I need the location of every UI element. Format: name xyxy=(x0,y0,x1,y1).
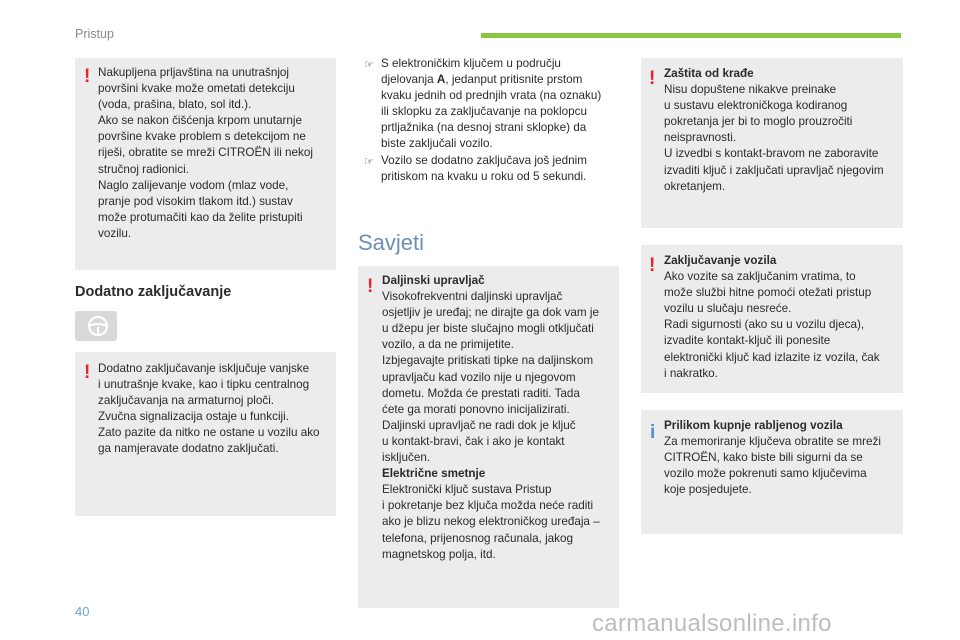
tips-title: Savjeti xyxy=(358,230,425,255)
warning-text-dirt: Nakupljena prljavština na unutrašnjoj površini kvake može ometati detekciju (voda, prašina, blato, sol itd.). Ako se nakon čišćenja krpom unutarnje površine kvake problem s detekcijom ne riješi, obratite se mreži CITROËN ili nekoj stručnoj radionici. Naglo zalijevanje vodom (mlaz vode, pranje pod visokim tlakom itd.) sustav može protumačiti kao da želite pristupiti vozilu. xyxy=(98,66,313,240)
section-label: Pristup xyxy=(75,27,114,41)
info-icon: i xyxy=(650,422,656,443)
warning-text-extra-locking: Dodatno zaključavanje isključuje vanjske i unutrašnje kvake, kao i tipku centralnog zaključavanja na armaturnoj ploči. Zvučna signalizacija ostaje u funkciji. Zato pazite da nitko ne ostane u vozilu ako ga namjeravate dodatno zaključati. xyxy=(98,362,320,456)
header-accent-bar xyxy=(481,33,901,38)
warning-text-locked-driving: Zaključavanje vozila Ako vozite sa zaključanim vratima, to može službi hitne pomoći otežati pristup vozilu u slučaju nesreće. Radi sigurnosti (ako su u vozilu djeca), izvadite kontakt-ključ ili ponesite elektronički ključ kad izlazite iz vozila, čak i nakratko. xyxy=(664,254,880,380)
warning-icon: ! xyxy=(367,276,374,297)
warning-icon: ! xyxy=(84,66,91,87)
tips-text-remote: Daljinski upravljač Visokofrekventni daljinski upravljač osjetljiv je uređaj; ne dirajte ga dok vam je u džepu jer biste slučajno mogli otključati vozilo, a da ne primijetite. Izbjegavajte pritiskati tipke na daljinskom upravljaču kad vozilo nije u njegovom dometu. Možda će prestati raditi. Tada ćete ga morati ponovno inicijalizirati. Daljinski upravljač ne radi dok je ključ u kontakt-bravi, čak i ako je kontakt isključen. Električne smetnje Elektronički ključ sustava Pristup i pokretanje bez ključa možda neće raditi ako je blizu nekog elektroničkog uređaja – telefona, prijenosnog računala, jakog magnetskog polja, itd. xyxy=(382,274,600,561)
warning-icon: ! xyxy=(649,68,656,89)
watermark: carmanualsonline.info xyxy=(592,610,832,637)
warning-icon: ! xyxy=(649,255,656,276)
bullet-icon: ☞ xyxy=(364,59,374,71)
warning-icon: ! xyxy=(84,362,91,383)
info-text-used-vehicle: Prilikom kupnje rabljenog vozila Za memoriranje ključeva obratite se mreži CITROËN, kako biste bili sigurni da se vozilo može pokrenuti samo ključevima koje posjedujete. xyxy=(664,419,881,497)
warning-text-anti-theft: Zaštita od krađe Nisu dopuštene nikakve preinake u sustavu elektroničkoga kodiranog pokretanja jer bi to moglo prouzročiti neispravnosti. U izvedbi s kontakt-bravom ne zaboravite izvaditi ključ i zaključati upravljač njegovim okretanjem. xyxy=(664,67,884,193)
page-number: 40 xyxy=(75,604,90,619)
bullet-text-lock: S elektroničkim ključem u području djelovanja A, jedanput pritisnite prstom kvaku jednih od prednjih vrata (na oznaku) ili sklopku za zaključavanje na poklopcu prtljažnika (na desnoj strani sklopke) da biste zaključali vozilo. xyxy=(381,57,602,151)
bullet-text-extra-lock: Vozilo se dodatno zaključava još jednim pritiskom na kvaku u roku od 5 sekundi. xyxy=(381,154,587,184)
steering-wheel-icon xyxy=(75,311,117,341)
section-title-extra-locking: Dodatno zaključavanje xyxy=(75,284,232,300)
bullet-icon: ☞ xyxy=(364,156,374,168)
